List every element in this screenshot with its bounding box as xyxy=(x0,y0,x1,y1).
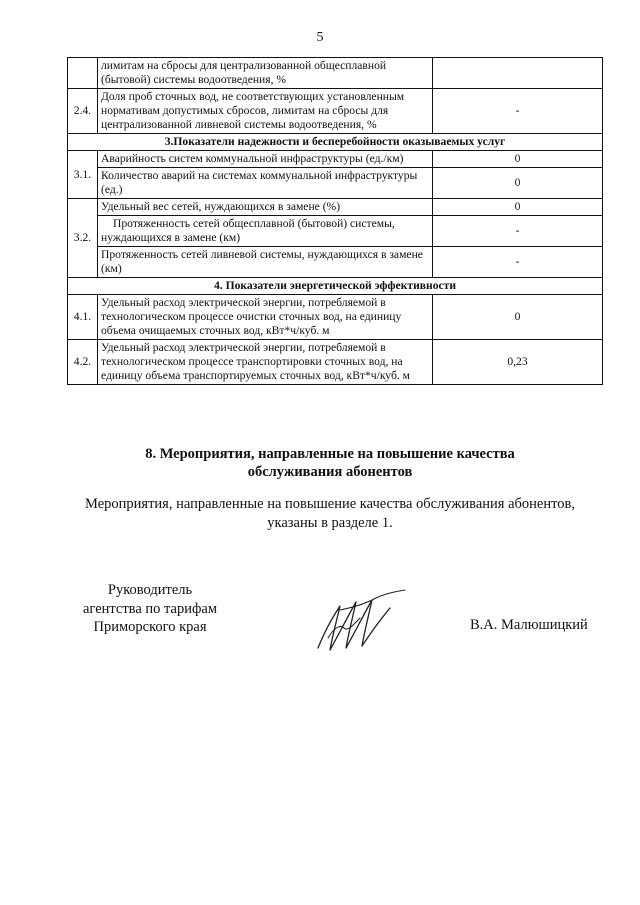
indicator-text: Удельный расход электрической энергии, потребляемой в технологическом процессе транспортировки сточных вод, на единицу объема транспортируемых сточных вод, кВт*ч/куб. м xyxy=(98,340,433,385)
indicator-value: - xyxy=(433,89,603,134)
handwritten-signature xyxy=(310,588,420,658)
section-4-header: 4. Показатели энергетической эффективности xyxy=(68,278,603,295)
table-row xyxy=(68,151,603,168)
signatory-title-line: агентства по тарифам xyxy=(83,600,217,617)
indicator-value: 0 xyxy=(433,199,603,216)
indicator-value: 0 xyxy=(433,151,603,168)
signatory-title-line: Приморского края xyxy=(93,619,207,635)
indicator-value: 0 xyxy=(433,295,603,340)
indicator-text: Доля проб сточных вод, не соответствующих установленным нормативам допустимых сбросов, лимитам на сбросы для централизованной ливневой системы водоотведения, % xyxy=(98,89,433,134)
indicator-text: Протяженность сетей общесплавной (бытовой) системы, нуждающихся в замене (км) xyxy=(98,216,433,247)
table-row xyxy=(68,168,603,199)
signatory-title-line: Руководитель xyxy=(107,582,193,598)
section-3-header: 3.Показатели надежности и бесперебойности оказываемых услуг xyxy=(68,134,603,151)
table-row xyxy=(68,295,603,340)
table-row xyxy=(68,89,603,134)
table-row xyxy=(68,340,603,385)
signatory-title xyxy=(70,581,230,637)
indicator-value: - xyxy=(433,247,603,278)
table-row xyxy=(68,58,603,89)
page-number: 5 xyxy=(316,30,324,45)
row-number-cell: 4.2. xyxy=(68,340,98,385)
indicator-text: Удельный расход электрической энергии, потребляемой в технологическом процессе очистки сточных вод, на единицу объема очищаемых сточных вод, кВт*ч/куб. м xyxy=(98,295,433,340)
indicator-text: Аварийность систем коммунальной инфраструктуры (ед./км) xyxy=(98,151,433,168)
row-number-cell xyxy=(68,58,98,89)
indicator-text: Количество аварий на системах коммунальной инфраструктуры (ед.) xyxy=(98,168,433,199)
table-row xyxy=(68,199,603,216)
row-number-cell: 3.1. xyxy=(68,151,98,199)
row-number-cell: 4.1. xyxy=(68,295,98,340)
indicator-value: 0 xyxy=(433,168,603,199)
section-8-body xyxy=(60,495,600,533)
section-8-body-line: Мероприятия, направленные на повышение качества обслуживания абонентов, xyxy=(85,496,575,512)
indicator-value: - xyxy=(433,216,603,247)
row-number-cell: 2.4. xyxy=(68,89,98,134)
indicators-table xyxy=(67,57,603,385)
signatory-name: В.А. Малюшицкий xyxy=(470,617,588,633)
section-header-row xyxy=(68,278,603,295)
indicator-value xyxy=(433,58,603,89)
table-row xyxy=(68,216,603,247)
section-8-heading xyxy=(60,445,600,481)
section-8-heading-line: обслуживания абонентов xyxy=(247,464,413,480)
indicator-text: Удельный вес сетей, нуждающихся в замене (%) xyxy=(98,199,433,216)
indicator-value: 0,23 xyxy=(433,340,603,385)
table-row xyxy=(68,247,603,278)
section-header-row xyxy=(68,134,603,151)
indicator-text: лимитам на сбросы для централизованной общесплавной (бытовой) системы водоотведения, % xyxy=(98,58,433,89)
indicator-text: Протяженность сетей ливневой системы, нуждающихся в замене (км) xyxy=(98,247,433,278)
row-number-cell: 3.2. xyxy=(68,199,98,278)
section-8-body-line: указаны в разделе 1. xyxy=(267,515,393,531)
section-8-heading-line: 8. Мероприятия, направленные на повышение качества xyxy=(145,446,515,462)
